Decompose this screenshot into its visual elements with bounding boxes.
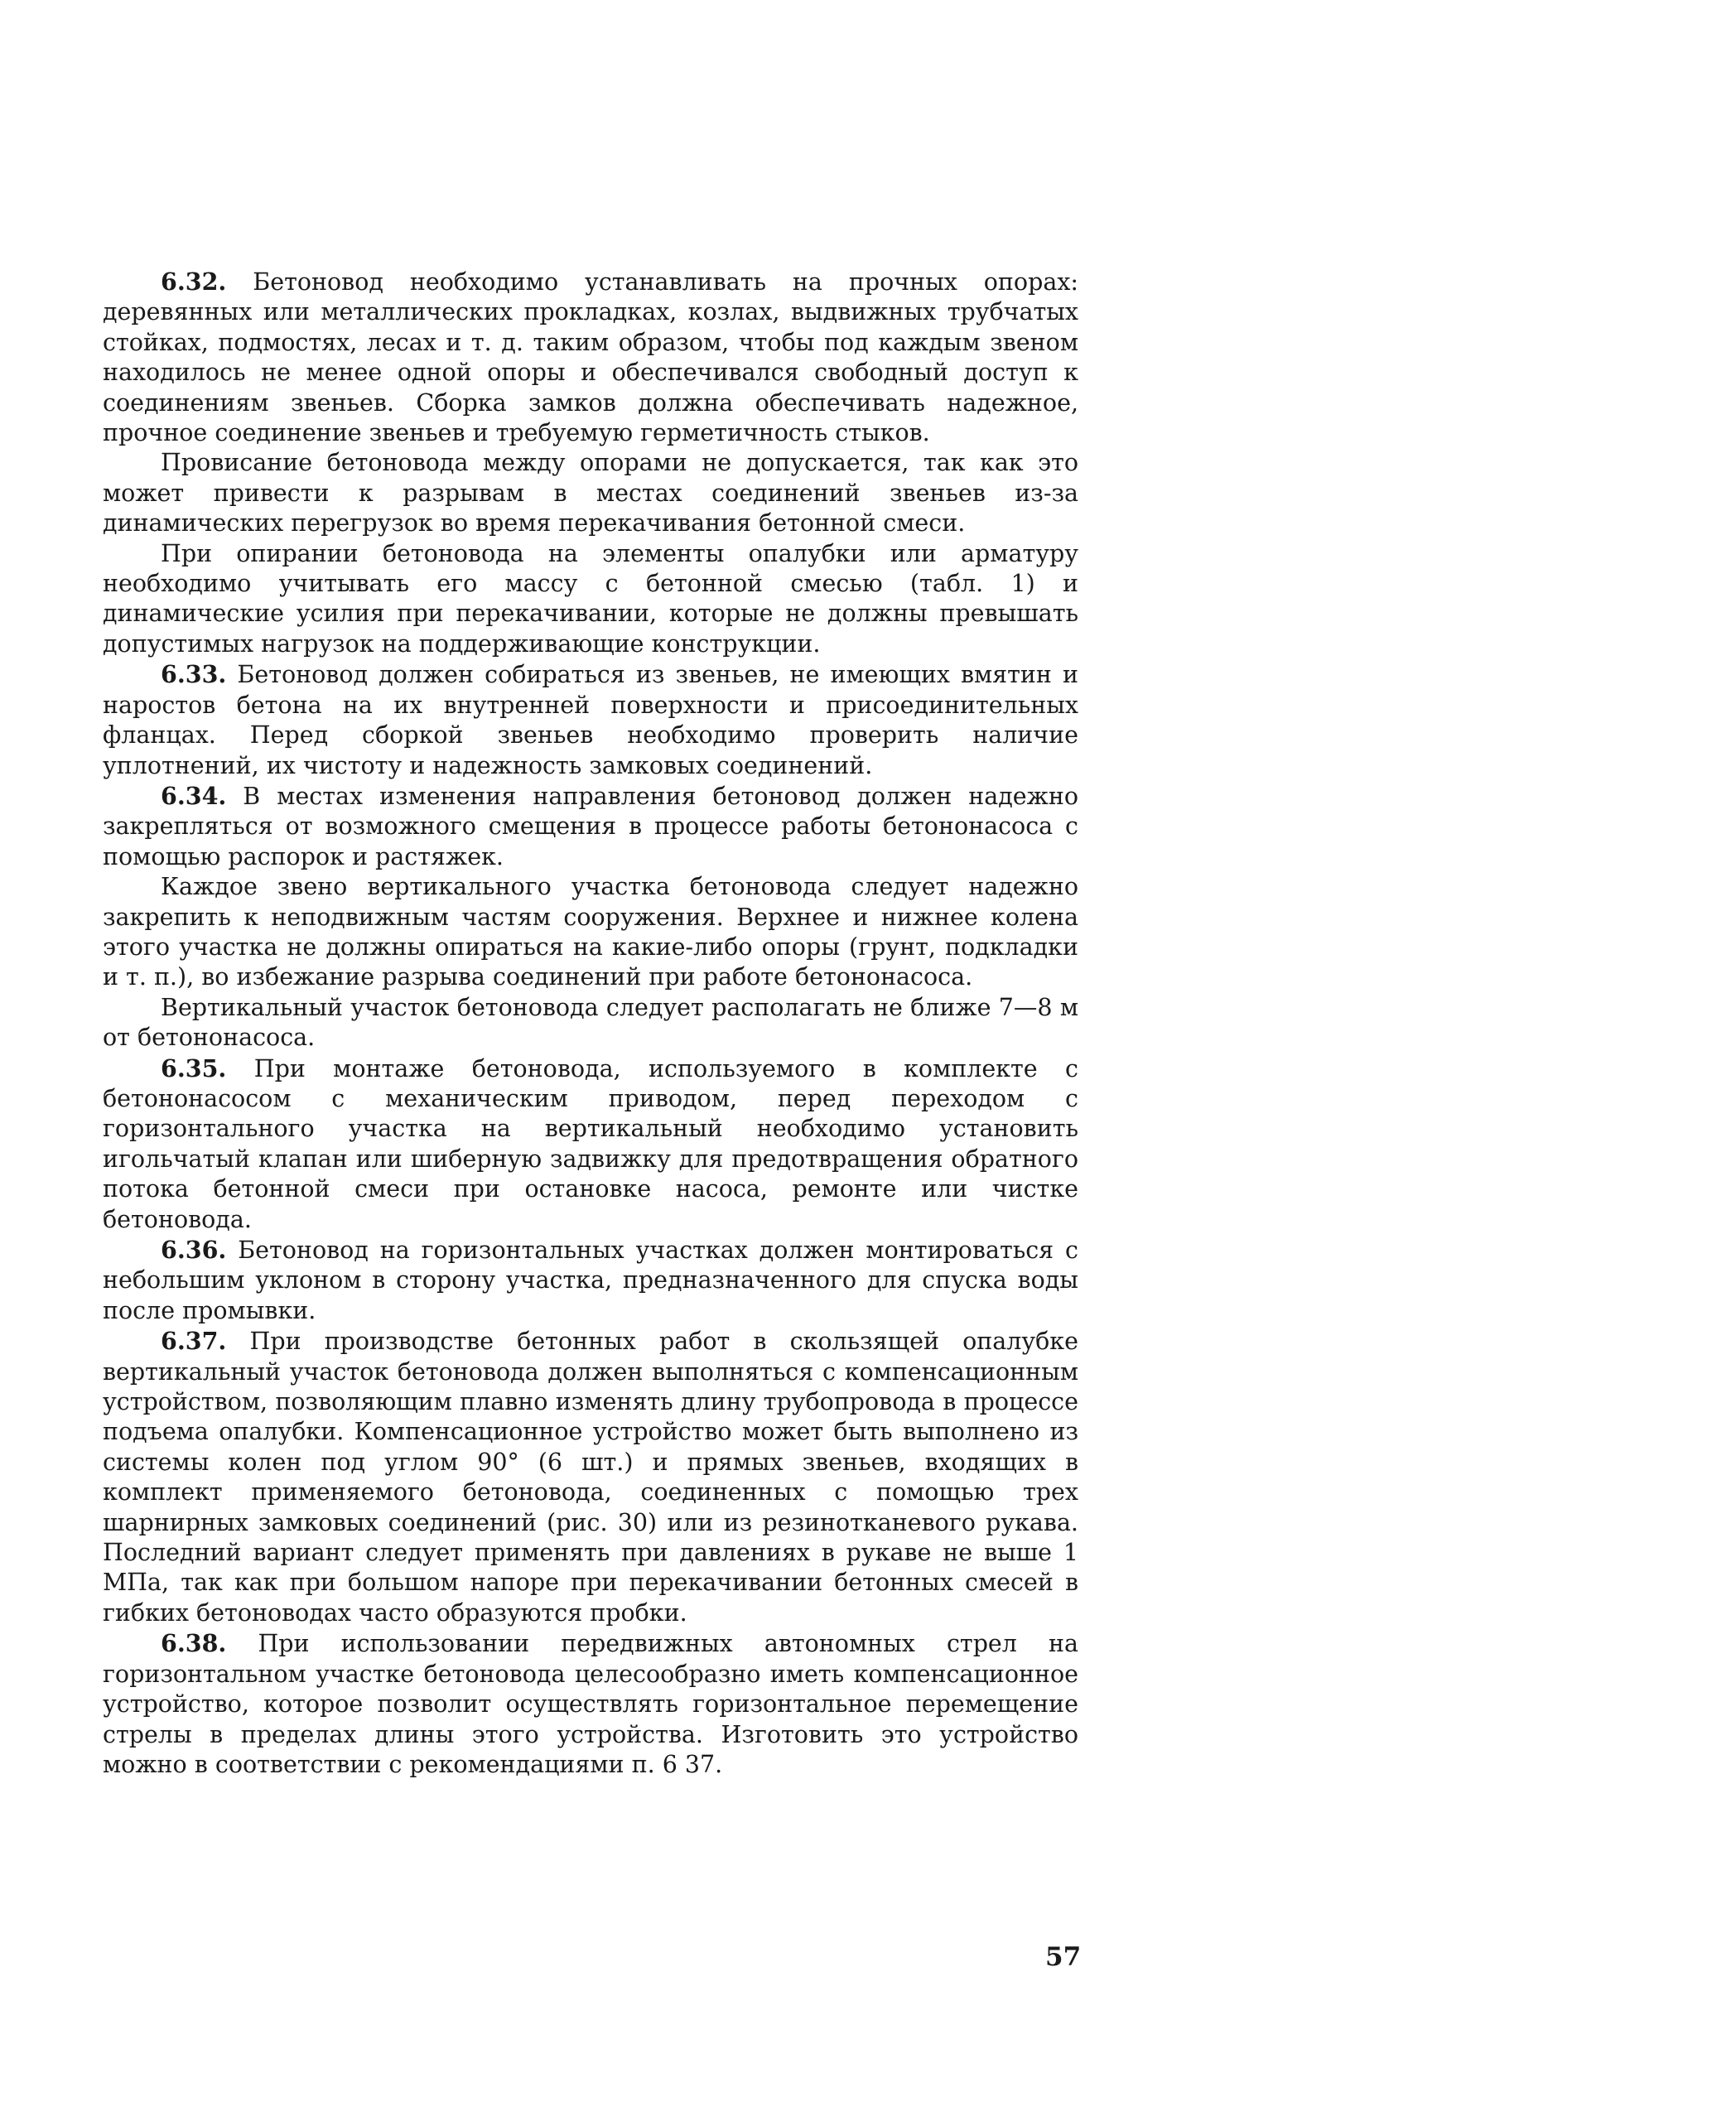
paragraph-text: В местах изменения направления бетоновод должен надежно закрепляться от возможного смещения в процессе работы бетононасоса с помощью распорок и растяжек.	[103, 782, 1078, 870]
page-number: 57	[1045, 1942, 1082, 1972]
paragraph-6-38	[103, 1628, 1078, 1780]
paragraph-text: Каждое звено вертикального участка бетоновода следует надежно закрепить к неподвижным частям сооружения. Верхнее и нижнее колена этого участка не должны опираться на какие-либо опоры (грунт, подкладки и т. п.), во избежание разрыва соединений при работе бетононасоса.	[103, 873, 1078, 991]
section-number: 6.37.	[161, 1327, 227, 1356]
page-text-block	[103, 267, 1078, 1780]
paragraph-vertical-links	[103, 872, 1078, 993]
paragraph-text: Вертикальный участок бетоновода следует располагать не ближе 7—8 м от бетононасоса.	[103, 993, 1078, 1052]
section-number: 6.36.	[161, 1236, 227, 1264]
paragraph-text: При монтаже бетоновода, используемого в комплекте с бетононасосом с механическим приводом, перед переходом с горизонтального участка на вертикальный необходимо установить игольчатый клапан или шиберную задвижку для предотвращения обратного потока бетонной смеси при остановке насоса, ремонте или чистке бетоновода.	[103, 1054, 1078, 1233]
paragraph-text: При опирании бетоновода на элементы опалубки или арматуру необходимо учитывать его массу с бетонной смесью (табл. 1) и динамические усилия при перекачивании, которые не должны превышать допустимых нагрузок на поддерживающие конструкции.	[103, 539, 1078, 658]
paragraph-6-33	[103, 659, 1078, 781]
paragraph-support-load	[103, 539, 1078, 660]
paragraph-6-34	[103, 781, 1078, 872]
paragraph-6-35	[103, 1053, 1078, 1235]
paragraph-text: При использовании передвижных автономных стрел на горизонтальном участке бетоновода целесообразно иметь компенсационное устройство, которое позволит осуществлять горизонтальное перемещение стрелы в пределах длины этого устройства. Изготовить это устройство можно в соответствии с рекомендациями п. 6 37.	[103, 1630, 1078, 1778]
paragraph-6-32	[103, 267, 1078, 448]
paragraph-sagging	[103, 448, 1078, 538]
paragraph-text: Бетоновод на горизонтальных участках должен монтироваться с небольшим уклоном в сторону участка, предназначенного для спуска воды после промывки.	[103, 1237, 1078, 1324]
paragraph-6-36	[103, 1235, 1078, 1326]
paragraph-text: Бетоновод необходимо устанавливать на прочных опорах: деревянных или металлических прокладках, козлах, выдвижных трубчатых стойках, подмостях, лесах и т. д. таким образом, чтобы под каждым звеном находилось не менее одной опоры и обеспечивался свободный доступ к соединениям звеньев. Сборка замков должна обеспечивать надежное, прочное соединение звеньев и требуемую герметичность стыков.	[103, 268, 1078, 447]
section-number: 6.32.	[161, 268, 227, 296]
section-number: 6.34.	[161, 781, 227, 810]
paragraph-6-37	[103, 1326, 1078, 1628]
section-number: 6.33.	[161, 660, 227, 689]
section-number: 6.35.	[161, 1053, 227, 1082]
paragraph-vertical-distance	[103, 993, 1078, 1053]
section-number: 6.38.	[161, 1629, 227, 1658]
paragraph-text: Бетоновод должен собираться из звеньев, не имеющих вмятин и наростов бетона на их внутренней поверхности и присоединительных фланцах. Перед сборкой звеньев необходимо проверить наличие уплотнений, их чистоту и надежность замковых соединений.	[103, 661, 1078, 779]
paragraph-text: При производстве бетонных работ в скользящей опалубке вертикальный участок бетоновода должен выполняться с компенсационным устройством, позволяющим плавно изменять длину трубопровода в процессе подъема опалубки. Компенсационное устройство может быть выполнено из системы колен под углом 90° (6 шт.) и прямых звеньев, входящих в комплект применяемого бетоновода, соединенных с помощью трех шарнирных замковых соединений (рис. 30) или из резинотканевого рукава. Последний вариант следует применять при давлениях в рукаве не выше 1 МПа, так как при большом напоре при перекачивании бетонных смесей в гибких бетоноводах часто образуются пробки.	[103, 1328, 1078, 1627]
paragraph-text: Провисание бетоновода между опорами не допускается, так как это может привести к разрывам в местах соединений звеньев из-за динамических перегрузок во время перекачивания бетонной смеси.	[103, 449, 1078, 538]
